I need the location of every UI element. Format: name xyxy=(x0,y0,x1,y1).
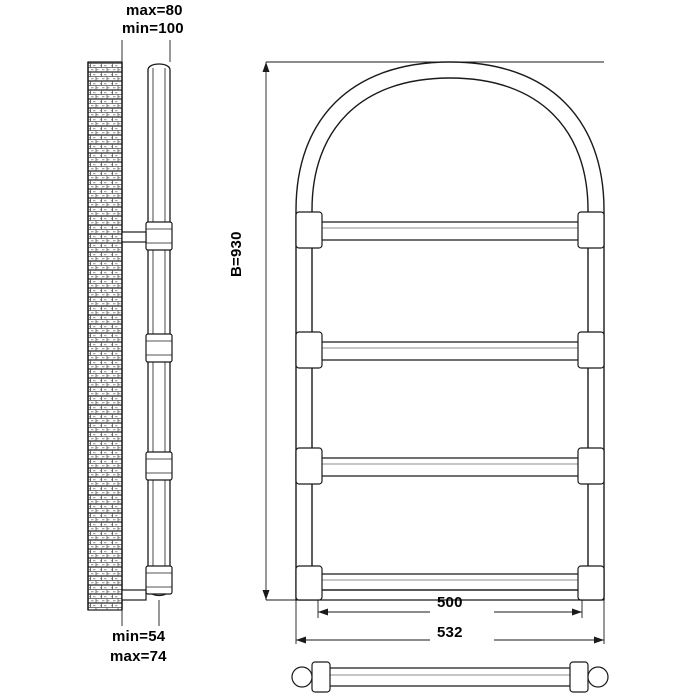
label-max-bottom: max=74 xyxy=(110,648,167,665)
label-min-top: min=100 xyxy=(122,20,184,37)
bottom-dimension-leaders xyxy=(122,600,159,626)
label-width-532: 532 xyxy=(437,624,463,641)
cross-bars xyxy=(296,212,604,600)
arched-frame xyxy=(296,62,604,600)
wall-hatch-region xyxy=(88,62,122,610)
side-collars xyxy=(146,222,172,594)
detail-bar-view xyxy=(292,662,608,692)
label-height: B=930 xyxy=(228,231,245,277)
top-dimension-leaders xyxy=(122,40,170,62)
label-min-bottom: min=54 xyxy=(112,628,166,645)
front-view-group xyxy=(263,62,605,644)
height-dimension xyxy=(263,62,605,600)
label-width-500: 500 xyxy=(437,594,463,611)
wall-brackets xyxy=(122,232,146,600)
side-view-group xyxy=(88,40,172,626)
side-tube-profile xyxy=(148,64,170,596)
label-max-top: max=80 xyxy=(126,2,183,19)
